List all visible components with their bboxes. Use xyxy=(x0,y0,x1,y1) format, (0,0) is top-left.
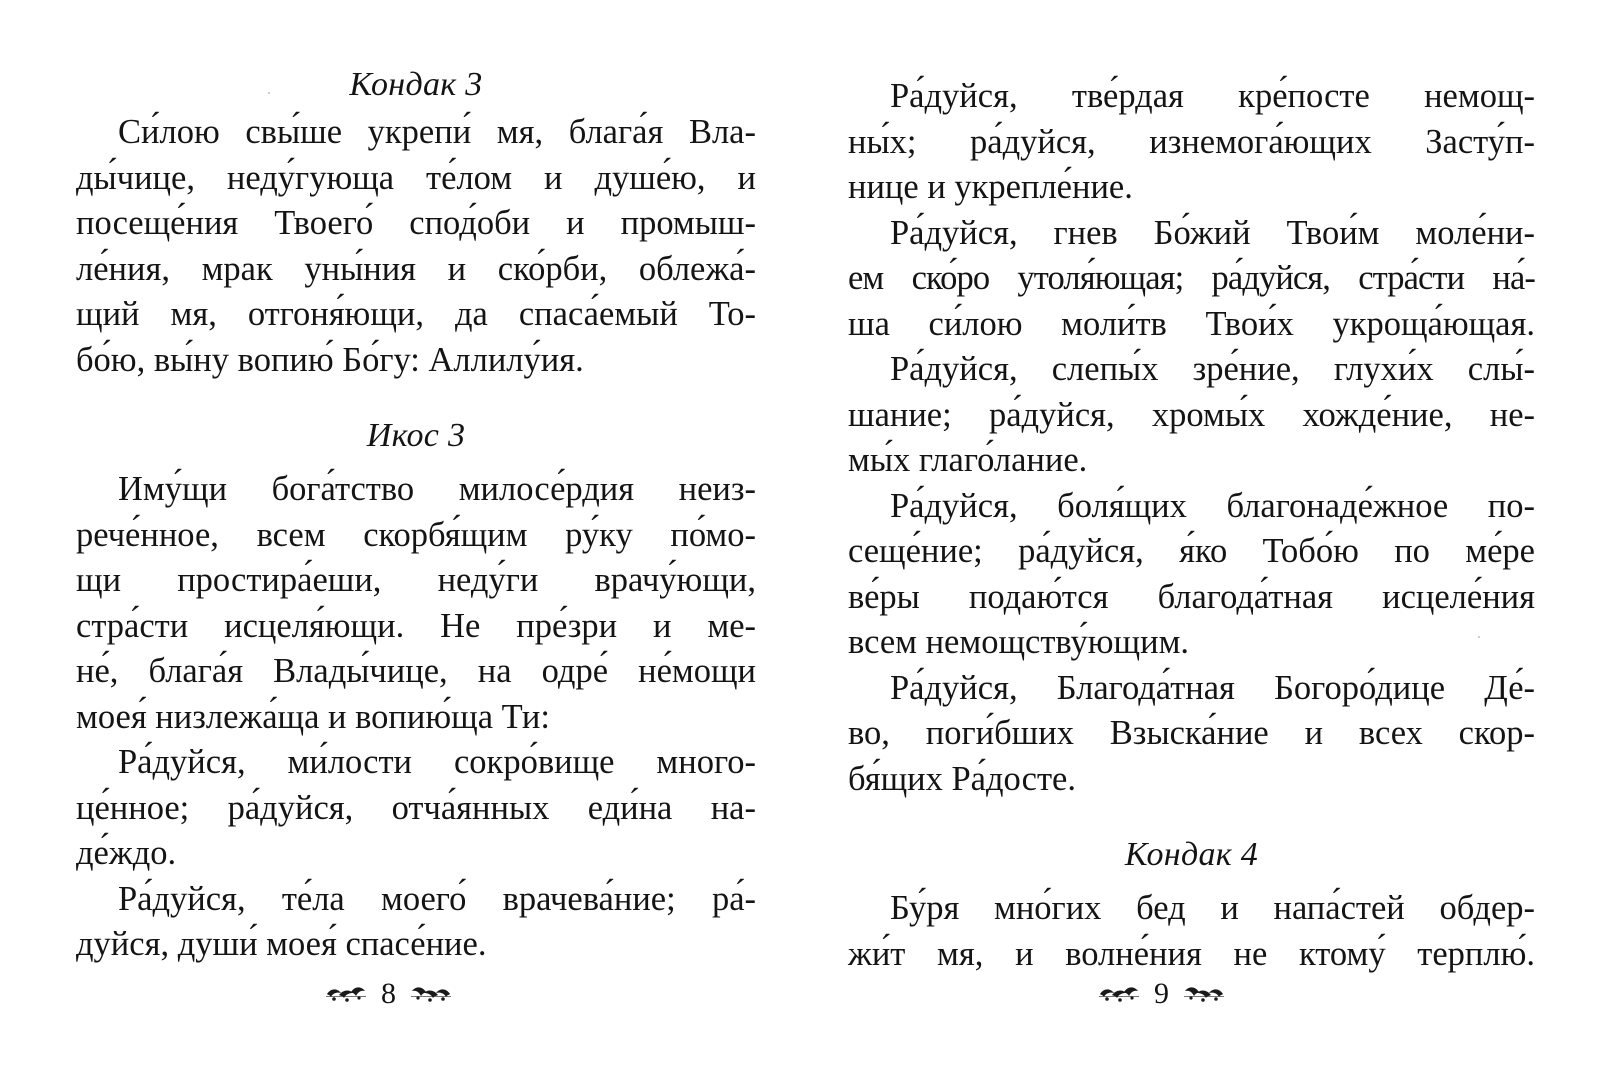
text-line: Ра́дуйся, боля́щих благонаде́жное по- xyxy=(890,486,1535,525)
text-line: Ра́дуйся, тве́рдая кре́посте немощ- xyxy=(890,77,1535,115)
right-page xyxy=(848,74,1535,977)
ikos-3-paragraph-3 xyxy=(76,877,756,968)
kondak-3-heading: Кондак 3 xyxy=(349,66,483,103)
right-paragraph-3 xyxy=(848,347,1535,484)
text-line: ве́ры подаю́тся благода́тная исцеле́ния xyxy=(848,577,1535,616)
floral-ornament-icon xyxy=(325,984,367,1004)
right-paragraph-5 xyxy=(848,666,1535,803)
text-line: во, поги́бших Взыска́ние и всех скор- xyxy=(848,714,1535,752)
text-line: ем ско́ро утоля́ющая; ра́дуйся, стра́сти на́- xyxy=(848,259,1535,297)
text-line: жи́т мя, и волне́ния не ктому́ терплю́. xyxy=(848,934,1535,973)
text-line: рече́нное, всем скорбя́щим ру́ку по́мо- xyxy=(76,515,756,554)
paper-speck xyxy=(268,92,270,94)
text-line: стра́сти исцеля́ющи. Не пре́зри и ме- xyxy=(76,606,756,645)
right-paragraph-1 xyxy=(848,74,1535,211)
text-line: щи простира́еши, неду́ги врачу́ющи, xyxy=(76,561,756,599)
text-line: де́ждо. xyxy=(76,834,177,872)
text-line: всем немощству́ющим. xyxy=(848,623,1190,661)
text-line: мы́х глаго́лание. xyxy=(848,441,1088,479)
kondak-3-paragraph xyxy=(76,110,756,383)
paper-speck xyxy=(1478,636,1480,638)
left-page xyxy=(76,62,756,968)
left-page-folio xyxy=(325,976,452,1012)
text-line: Иму́щи бога́тство милосе́рдия неиз- xyxy=(118,470,756,508)
text-line: це́нное; ра́дуйся, отча́янных еди́на на- xyxy=(76,788,756,827)
floral-ornament-icon xyxy=(1098,984,1140,1004)
text-line: посеще́ния Твоего́ спод́оби и промыш- xyxy=(76,204,756,242)
text-line: шание; ра́дуйся, хромы́х хожде́ние, не- xyxy=(848,395,1535,434)
text-line: Ра́дуйся, Благода́тная Богоро́дице Де́- xyxy=(890,668,1535,707)
page-number: 9 xyxy=(1154,977,1169,1010)
text-line: щий мя, отгоня́ющи, да спаса́емый То- xyxy=(76,295,756,333)
text-line: моея́ низлежа́ща и вопию́ща Ти: xyxy=(76,697,550,736)
floral-ornament-icon xyxy=(1183,984,1225,1004)
ikos-3-paragraph-2 xyxy=(76,740,756,877)
text-line: сеще́ние; ра́дуйся, я́ко Тобо́ю по ме́ре xyxy=(848,532,1535,570)
text-line: ды́чице, неду́гующа те́лом и душе́ю, и xyxy=(76,158,756,197)
text-line: нице и укрепле́ние. xyxy=(848,168,1133,206)
text-line: Ра́дуйся, гнев Бо́жий Твои́м моле́ни- xyxy=(890,213,1535,252)
text-line: ны́х; ра́дуйся, изнемога́ющих Засту́п- xyxy=(848,122,1535,161)
text-line: бо́ю, вы́ну вопию́ Бо́гу: Аллилу́ия. xyxy=(76,340,584,379)
text-line: Си́лою свы́ше укрепи́ мя, блага́я Вла- xyxy=(118,113,756,151)
kondak-4-paragraph xyxy=(848,886,1535,977)
text-line: дуйся, души́ моея́ спасе́ние. xyxy=(76,925,487,963)
right-page-folio xyxy=(1098,976,1225,1012)
page-number: 8 xyxy=(381,977,396,1010)
text-line: Бу́ря мно́гих бед и напа́стей обдер- xyxy=(890,889,1535,927)
right-paragraph-4 xyxy=(848,484,1535,666)
text-line: ша си́лою моли́тв Твои́х укроща́ющая. xyxy=(848,304,1535,343)
text-line: Ра́дуйся, слепы́х зре́ние, глухи́х слы́- xyxy=(890,350,1535,388)
kondak-4-heading: Кондак 4 xyxy=(1124,836,1259,873)
ikos-3-heading: Икос 3 xyxy=(366,417,466,454)
text-line: Ра́дуйся, ми́лости сокро́вище много- xyxy=(118,743,756,781)
text-line: не́, блага́я Влады́чице, на одре́ не́мощи xyxy=(76,652,756,690)
ikos-3-paragraph-1 xyxy=(76,467,756,740)
text-line: Ра́дуйся, те́ла моего́ врачева́ние; ра́- xyxy=(118,879,756,918)
text-line: бя́щих Ра́досте. xyxy=(848,759,1076,798)
text-line: ле́ния, мрак уны́ния и ско́рби, облежа́- xyxy=(76,249,756,288)
right-paragraph-2 xyxy=(848,211,1535,348)
floral-ornament-icon xyxy=(410,984,452,1004)
